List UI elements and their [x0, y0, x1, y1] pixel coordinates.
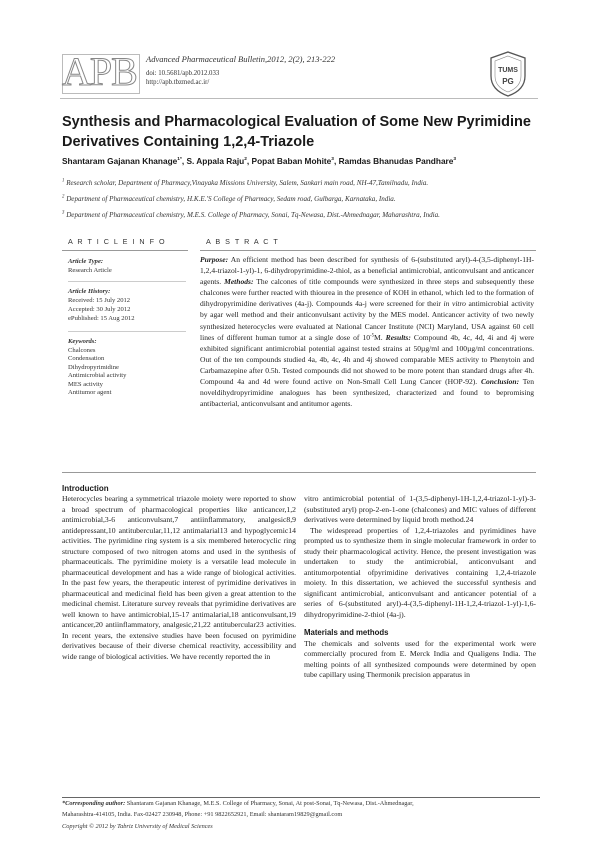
author-affiliation-mark: 2	[244, 157, 247, 163]
keyword: Antimicrobial activity	[68, 372, 127, 380]
footer-rule	[62, 797, 540, 798]
abstract-heading: A B S T R A C T	[206, 237, 280, 246]
keywords-label: Keywords:	[68, 338, 97, 345]
journal-logo: APB	[62, 49, 137, 94]
university-logo-text-bottom: PG	[502, 77, 514, 86]
abstract-body	[200, 254, 534, 409]
corresponding-text: Shantaram Gajanan Khanage, M.E.S. College of Pharmacy, Sonai, At post-Sonai, Tq-Newasa, Dist.-Ahmednagar,	[126, 800, 414, 807]
keyword-list	[68, 347, 126, 397]
article-type-value: Research Article	[68, 267, 112, 274]
keyword: Antitumor agent	[68, 389, 112, 397]
author-name: Popat Baban Mohite	[251, 156, 332, 166]
methods-text: The calcones of title compounds were synthesized in three steps and subsequently these chalcones were further reacted with thiourea in the presence of KOH in ethanol, which led to the formation of dihydropyrimidine derivatives (4a-j). Compounds 4a-j were screened for their	[200, 277, 534, 309]
methods-italic: in vitro	[443, 299, 466, 309]
university-logo-text-top: TUMS	[498, 67, 518, 74]
keyword: Chalcones	[68, 347, 96, 354]
corresponding-author-line	[62, 800, 540, 807]
author-name: S. Appala Raju	[186, 156, 245, 166]
epublished-date: ePublished: 15 Aug 2012	[68, 315, 135, 322]
body-column-right	[304, 494, 536, 681]
article-history-label: Article History:	[68, 288, 111, 295]
journal-citation	[146, 54, 335, 64]
author-name: Shantaram Gajanan Khanage	[62, 156, 178, 166]
info-divider	[68, 331, 186, 332]
journal-name: Advanced Pharmaceutical Bulletin,	[146, 54, 268, 64]
article-title: Synthesis and Pharmacological Evaluation of Some New Pyrimidine Derivatives Containing 1,2,4-Triazole	[62, 114, 531, 150]
methods-exponent: -5	[370, 333, 374, 339]
body-column-left	[62, 494, 296, 662]
affiliation-text: Department of Pharmaceutical chemistry, M.E.S. College of Pharmacy, Sonai, Tq-Newasa, Dist.-Ahmednagar, Maharashtra, India.	[66, 211, 440, 219]
accepted-date: Accepted: 30 July 2012	[68, 306, 131, 313]
affiliation	[62, 179, 542, 187]
conclusion-text: Ten noveldihydropyrimidine analogues has been synthesized, characterized and found to bepromising antibacterial, anticonvulsant and antitumor agents.	[200, 377, 534, 409]
introduction-paragraph: Heterocycles bearing a symmetrical triazole moiety were reported to show a broad spectrum of pharmacological properties like anticancer,1,2 antimicrobial,3-6 anticonvulsant,7 antiinflammatory, analgesic8,9 antidepressant,10 antitubercular,11,12 antimalarial13 and hypoglycemic14 activities. The pyrimidine ring system is a six membered heterocyclic ring structure composed of two nitrogen atoms and used in the synthesis of pharmaceuticals. The pyrimidine moiety is a versatile lead molecule in pharmaceutical development and has a wide range of biological activities. In the past few years, the therapeutic interest of pyrimidine derivatives in pharmaceutical and medicinal field has been given a great attention to the medicinal chemist. Literature survey reveals that pyrimidine derivatives are well known to have antimicrobial,15-17 antimalarial,18 anticonvulsant,19 anticancer,20 antiinflammatory, analgesic,21,22 antitubercular23 activities. In recent years, the extensive studies have been focused on pyrimidine derivatives because of their diverse chemical reactivity, accessibility and wide range of biological activities. We have recently reported the in	[62, 494, 296, 661]
introduction-paragraph: The widespread properties of 1,2,4-triazoles and pyrimidines have prompted us to synthesize them in single molecular framework in order to study their pharmacological activity. Hence, the present investigation was undertaken to study the antimicrobial, anticonvulsant and antitumorpotential ofpyrimidine derivatives containing 1,2,4-triazole moiety. In this dissertation, we achieved the successful synthesis and significant antimicrobial, anticonvulsant and anticancer potential of a series of 6-(substituted aryl)-4-(3,5-diphenyl-1H-1,2,4-triazol-1-yl)-1,6-dihydropyrimidine-2-thiol (4a-j).	[304, 525, 536, 619]
abstract-rule	[200, 250, 536, 251]
keyword: MES activity	[68, 380, 103, 388]
methods-text: M.	[374, 332, 383, 342]
affiliation	[62, 211, 542, 219]
copyright-notice: Copyright © 2012 by Tabriz University of Medical Sciences	[62, 823, 213, 830]
materials-methods-paragraph: The chemicals and solvents used for the experimental work were commercially procured from E. Merck India and Qualigens India. The melting points of all synthesized compounds were determined by open tube capillary using Thermonik precision apparatus in	[304, 638, 536, 679]
received-date: Received: 15 July 2012	[68, 297, 131, 304]
affiliation-mark: 2	[62, 194, 65, 200]
results-label: Results:	[385, 332, 411, 342]
methods-label: Methods:	[224, 277, 254, 287]
purpose-text: An efficient method has been described for synthesis of 6-(substituted aryl)-4-(3,5-diphenyl-1H-1,2,4-triazol-1-yl)-1, 6-dihydropyrimidine-2-thiol, as a beneficial antimicrobial, anticonvulsant and anticancer agents.	[200, 255, 534, 287]
affiliation-text: Research scholar, Department of Pharmacy,Vinayaka Missions University, Salem, Sankari main road, NH-47,Tamilnadu, India.	[66, 179, 429, 187]
affiliation	[62, 195, 542, 203]
introduction-heading: Introduction	[62, 484, 109, 493]
introduction-paragraph: vitro antimicrobial potential of 1-(3,5-diphenyl-1H-1,2,4-triazol-1-yl)-3-(substituted aryl) prop-2-en-1-one (chalcones) and MIC values of different derivatives were determined by liquid broth method.24	[304, 494, 536, 524]
affiliation-mark: 1	[62, 178, 65, 184]
methods-text: antimicrobial activity by agar well method and their anticonvulsant activity by the MES model. Anticancer activity of two newly synthesized heterocycles were evaluated at National Cancer Institute (NCI) Maryland, USA against 60 cell lines of different human tumor at a single dose of 10	[200, 299, 535, 342]
info-divider	[68, 281, 186, 282]
corresponding-contact: Maharashtra-414105, India. Fax-02427 230948, Phone: +91 9822652921, Email: shantaram19829@gmail.com	[62, 811, 343, 818]
article-type-label: Article Type:	[68, 258, 104, 265]
results-text: Compound 4b, 4c, 4d, 4i and 4j were exhibited significant antimicrobial potential against tested strains at 50µg/ml and 100µg/ml concentrations. Out of the ten compounds studied 4a, 4b, 4c, 4h and 4j showed comparable MES activity to Phenytoin and Carbamazepine after 0.5h. Tested compounds did not showed to be more potent than standard drugs after 4h. Compound 4a and 4d were found active on Non-Small Cell Lung Cancer (HOP-92).	[200, 332, 535, 387]
conclusion-label: Conclusion:	[480, 377, 520, 387]
author-name: Ramdas Bhanudas Pandhare	[338, 156, 454, 166]
author-affiliation-mark: 1*	[177, 157, 182, 163]
article-info-rule	[62, 250, 188, 251]
author-affiliation-mark: 3	[331, 157, 334, 163]
university-logo-icon	[488, 50, 528, 98]
abstract-bottom-rule	[62, 472, 536, 473]
header-divider	[60, 98, 538, 99]
journal-year-volume: 2012, 2(2), 213-222	[267, 54, 336, 64]
corresponding-label: *Corresponding author:	[62, 800, 126, 807]
affiliation-mark: 3	[62, 210, 65, 216]
author-list: Shantaram Gajanan Khanage$^{1*}$, S. Appala Raju$^2$, Popat Baban Mohite$^3$, Ramdas Bhanudas Pandhare$^3$	[62, 156, 457, 166]
purpose-label: Purpose:	[200, 255, 229, 264]
journal-url-link[interactable]: http://apb.tbzmed.ac.ir/	[146, 79, 210, 86]
affiliation-text: Department of Pharmaceutical chemistry, H.K.E.'S College of Pharmacy, Sedam road, Gulbarga, Karnataka, India.	[66, 195, 396, 203]
author-affiliation-mark: 3	[453, 157, 457, 163]
keyword: Condensation	[68, 355, 105, 363]
doi-link[interactable]: doi: 10.5681/apb.2012.033	[146, 70, 220, 77]
keyword: Dihydropyrimidine	[68, 363, 119, 371]
materials-methods-heading: Materials and methods	[304, 628, 389, 637]
article-info-heading: A R T I C L E I N F O	[68, 237, 167, 246]
